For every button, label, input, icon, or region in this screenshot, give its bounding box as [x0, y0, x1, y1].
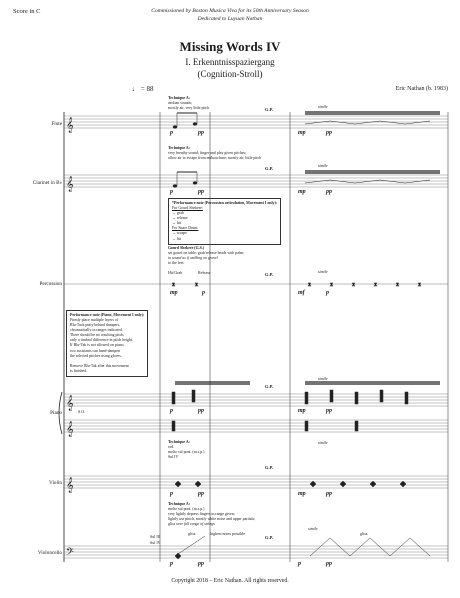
piano-box-head: Performance note (Piano, Movement I only): — [70, 313, 145, 317]
vc-tech-line: gliss over full range of strings — [168, 522, 215, 527]
dynamic-mp: mp — [298, 189, 306, 195]
svg-text:𝄞: 𝄞 — [66, 177, 74, 192]
dynamic-p: p — [202, 290, 205, 296]
perc-gourd-line: to sound as if walking on gravel — [168, 256, 218, 261]
piano-box-line: is finished. — [70, 368, 88, 373]
perc-box-head: *Performance note (Percussion articulation, Movement I only): — [172, 201, 278, 205]
score-label: Score in C — [13, 8, 41, 15]
piano-box-line: Remove Blu-Tak after this movement — [70, 363, 129, 368]
dynamic-pp: pp — [198, 561, 204, 567]
simile-mark: simile — [318, 163, 328, 168]
clar-tech-line: very breathy sound; finger and play given pitches; — [168, 151, 247, 156]
svg-text:x: x — [308, 282, 311, 288]
dynamic-p: p — [170, 130, 173, 136]
movement-title: I. Erkenntnisspaziergang — [185, 57, 275, 67]
perc-box-snare: For Snare Drum: — [172, 226, 199, 231]
composer: Eric Nathan (b. 1983) — [395, 86, 448, 92]
cello-simile: simile — [308, 526, 318, 531]
copyright: Copyright 2018 – Eric Nathan. All rights reserved. — [171, 578, 289, 584]
simile-mark: simile — [318, 376, 328, 381]
vc-tech-line: lightly use pinch, mostly white noise and upper partials; — [168, 517, 256, 522]
vln-tech-line: Sul IV — [168, 455, 179, 460]
svg-text:x: x — [418, 282, 421, 288]
dynamic-mp: mp — [298, 130, 306, 136]
svg-text:x: x — [195, 282, 198, 288]
svg-text:x: x — [396, 282, 399, 288]
gp-mark: G.P. — [265, 465, 274, 470]
perc-box-line: → hit — [172, 236, 181, 241]
piano-box-line: There should be no resulting pitch, — [70, 333, 125, 338]
dynamic-pp: pp — [198, 189, 204, 195]
perc-box-line: → hit — [172, 221, 181, 226]
piano-box-line: If Blu-Tak is not allowed on piano, — [70, 343, 125, 348]
dynamic-pp: pp — [326, 189, 332, 195]
dedication-line: Dedicated to Luyuan Nathan — [197, 16, 263, 22]
cello-sul-iii: Sul III — [150, 534, 161, 539]
svg-text:x: x — [374, 282, 377, 288]
piano-box-line: the selected pitches using gloves. — [70, 353, 122, 358]
dynamic-p: p — [326, 290, 329, 296]
page-title: Missing Words IV — [179, 39, 281, 54]
instrument-piano: Piano — [50, 410, 62, 416]
instrument-cello: Violoncello — [37, 550, 62, 556]
dynamic-pp: pp — [326, 561, 332, 567]
dynamic-p: p — [298, 561, 301, 567]
perc-hit-grab: Hit/Grab — [168, 270, 183, 275]
svg-text:x: x — [352, 282, 355, 288]
flute-technique — [168, 96, 209, 111]
perc-box-line: → release — [172, 216, 188, 221]
flute-tech-line: aeolian sounds; — [168, 101, 193, 106]
svg-text:𝄞: 𝄞 — [66, 396, 74, 411]
vc-tech-line: molto sul pont. (m.s.p.) — [168, 507, 205, 512]
gp-mark: G.P. — [265, 107, 274, 112]
piano-box-line: two assistants can hand-dampen — [70, 348, 121, 353]
perc-release: Release — [198, 270, 211, 275]
piano-s0: S.O. — [78, 409, 86, 414]
perc-box-line: → grab — [172, 211, 184, 216]
tempo-mark: ♩ = 88 — [132, 85, 154, 93]
violin-technique — [168, 440, 204, 460]
piano-box-line: Blu-Tack putty behind dampers, — [70, 323, 121, 328]
cello-highest-notes: highest notes possible — [210, 531, 246, 536]
gp-mark: G.P. — [265, 166, 274, 171]
flute-tech-line: mostly air, very little pitch — [168, 106, 210, 111]
dynamic-mp: mp — [170, 290, 178, 296]
instrument-clarinet: Clarinet in B♭ — [32, 180, 62, 186]
dynamic-p: p — [170, 491, 173, 497]
perc-box-gourd: For Gourd Shekere: — [172, 206, 203, 211]
dynamic-p: p — [170, 561, 173, 567]
cello-gliss: gliss. — [360, 531, 369, 536]
commission-line: Commissioned by Boston Musica Viva for its 50th Anniversary Season — [151, 8, 309, 14]
perc-gourd-head: Gourd Shekere (G.S.) — [168, 246, 205, 250]
svg-text:𝄢: 𝄢 — [66, 546, 74, 560]
simile-mark: simile — [318, 104, 328, 109]
vc-tech-line: very lightly depress fingers in range given; — [168, 512, 235, 517]
vln-tech-line: molto sul pont. (m.s.p.) — [168, 450, 205, 455]
instrument-violin: Violin — [49, 480, 62, 486]
vc-tech-head: Technique A: — [168, 502, 191, 506]
dynamic-p: p — [170, 408, 173, 414]
clar-tech-line: allow air to escape from embouchure; mostly air, little pitch — [168, 156, 262, 161]
percussion-technique — [168, 246, 244, 266]
flute-tech-head: Technique A: — [168, 96, 191, 100]
vln-tech-line: ord. — [168, 445, 175, 450]
cello-gliss: gliss. — [188, 531, 197, 536]
simile-mark: simile — [318, 269, 328, 274]
piano-performance-note — [66, 310, 148, 377]
perc-box-line: → scrape — [172, 231, 187, 236]
dynamic-mp: mp — [298, 491, 306, 497]
piano-box-line: only a timbral difference in pitch height. — [70, 338, 133, 343]
gp-mark: G.P. — [265, 535, 274, 540]
svg-text:x: x — [172, 282, 175, 288]
perc-gourd-line: set gourd on table; grab/release beads with palm; — [168, 251, 245, 256]
svg-text:𝄞: 𝄞 — [66, 118, 74, 133]
dynamic-pp: pp — [326, 130, 332, 136]
clarinet-technique — [168, 146, 261, 161]
dynamic-pp: pp — [326, 491, 332, 497]
dynamic-pp: pp — [198, 408, 204, 414]
svg-text:𝄞: 𝄞 — [66, 422, 74, 437]
dynamic-mf: mf — [298, 290, 305, 296]
movement-subtitle: (Cognition-Stroll) — [197, 69, 263, 79]
dynamic-pp: pp — [198, 491, 204, 497]
vln-tech-head: Technique A: — [168, 440, 191, 444]
gp-mark: G.P. — [265, 384, 274, 389]
dynamic-mp: mp — [298, 408, 306, 414]
piano-box-line: Firmly place multiple layers of — [70, 318, 119, 323]
dynamic-p: p — [170, 189, 173, 195]
instrument-percussion: Percussion — [39, 281, 62, 287]
simile-mark: simile — [318, 440, 328, 445]
percussion-performance-note — [168, 198, 281, 245]
clar-tech-head: Technique A: — [168, 146, 191, 150]
perc-gourd-line: to the feet — [168, 261, 184, 266]
gp-mark: G.P. — [265, 272, 274, 277]
dynamic-pp: pp — [326, 408, 332, 414]
cello-technique — [168, 502, 255, 527]
piano-box-line: chromatically in ranges indicated. — [70, 328, 123, 333]
dynamic-pp: pp — [198, 130, 204, 136]
instrument-flute: Flute — [51, 121, 62, 127]
svg-text:𝄞: 𝄞 — [66, 478, 74, 493]
svg-text:x: x — [330, 282, 333, 288]
cello-sul-iv: Sul IV — [150, 540, 161, 545]
